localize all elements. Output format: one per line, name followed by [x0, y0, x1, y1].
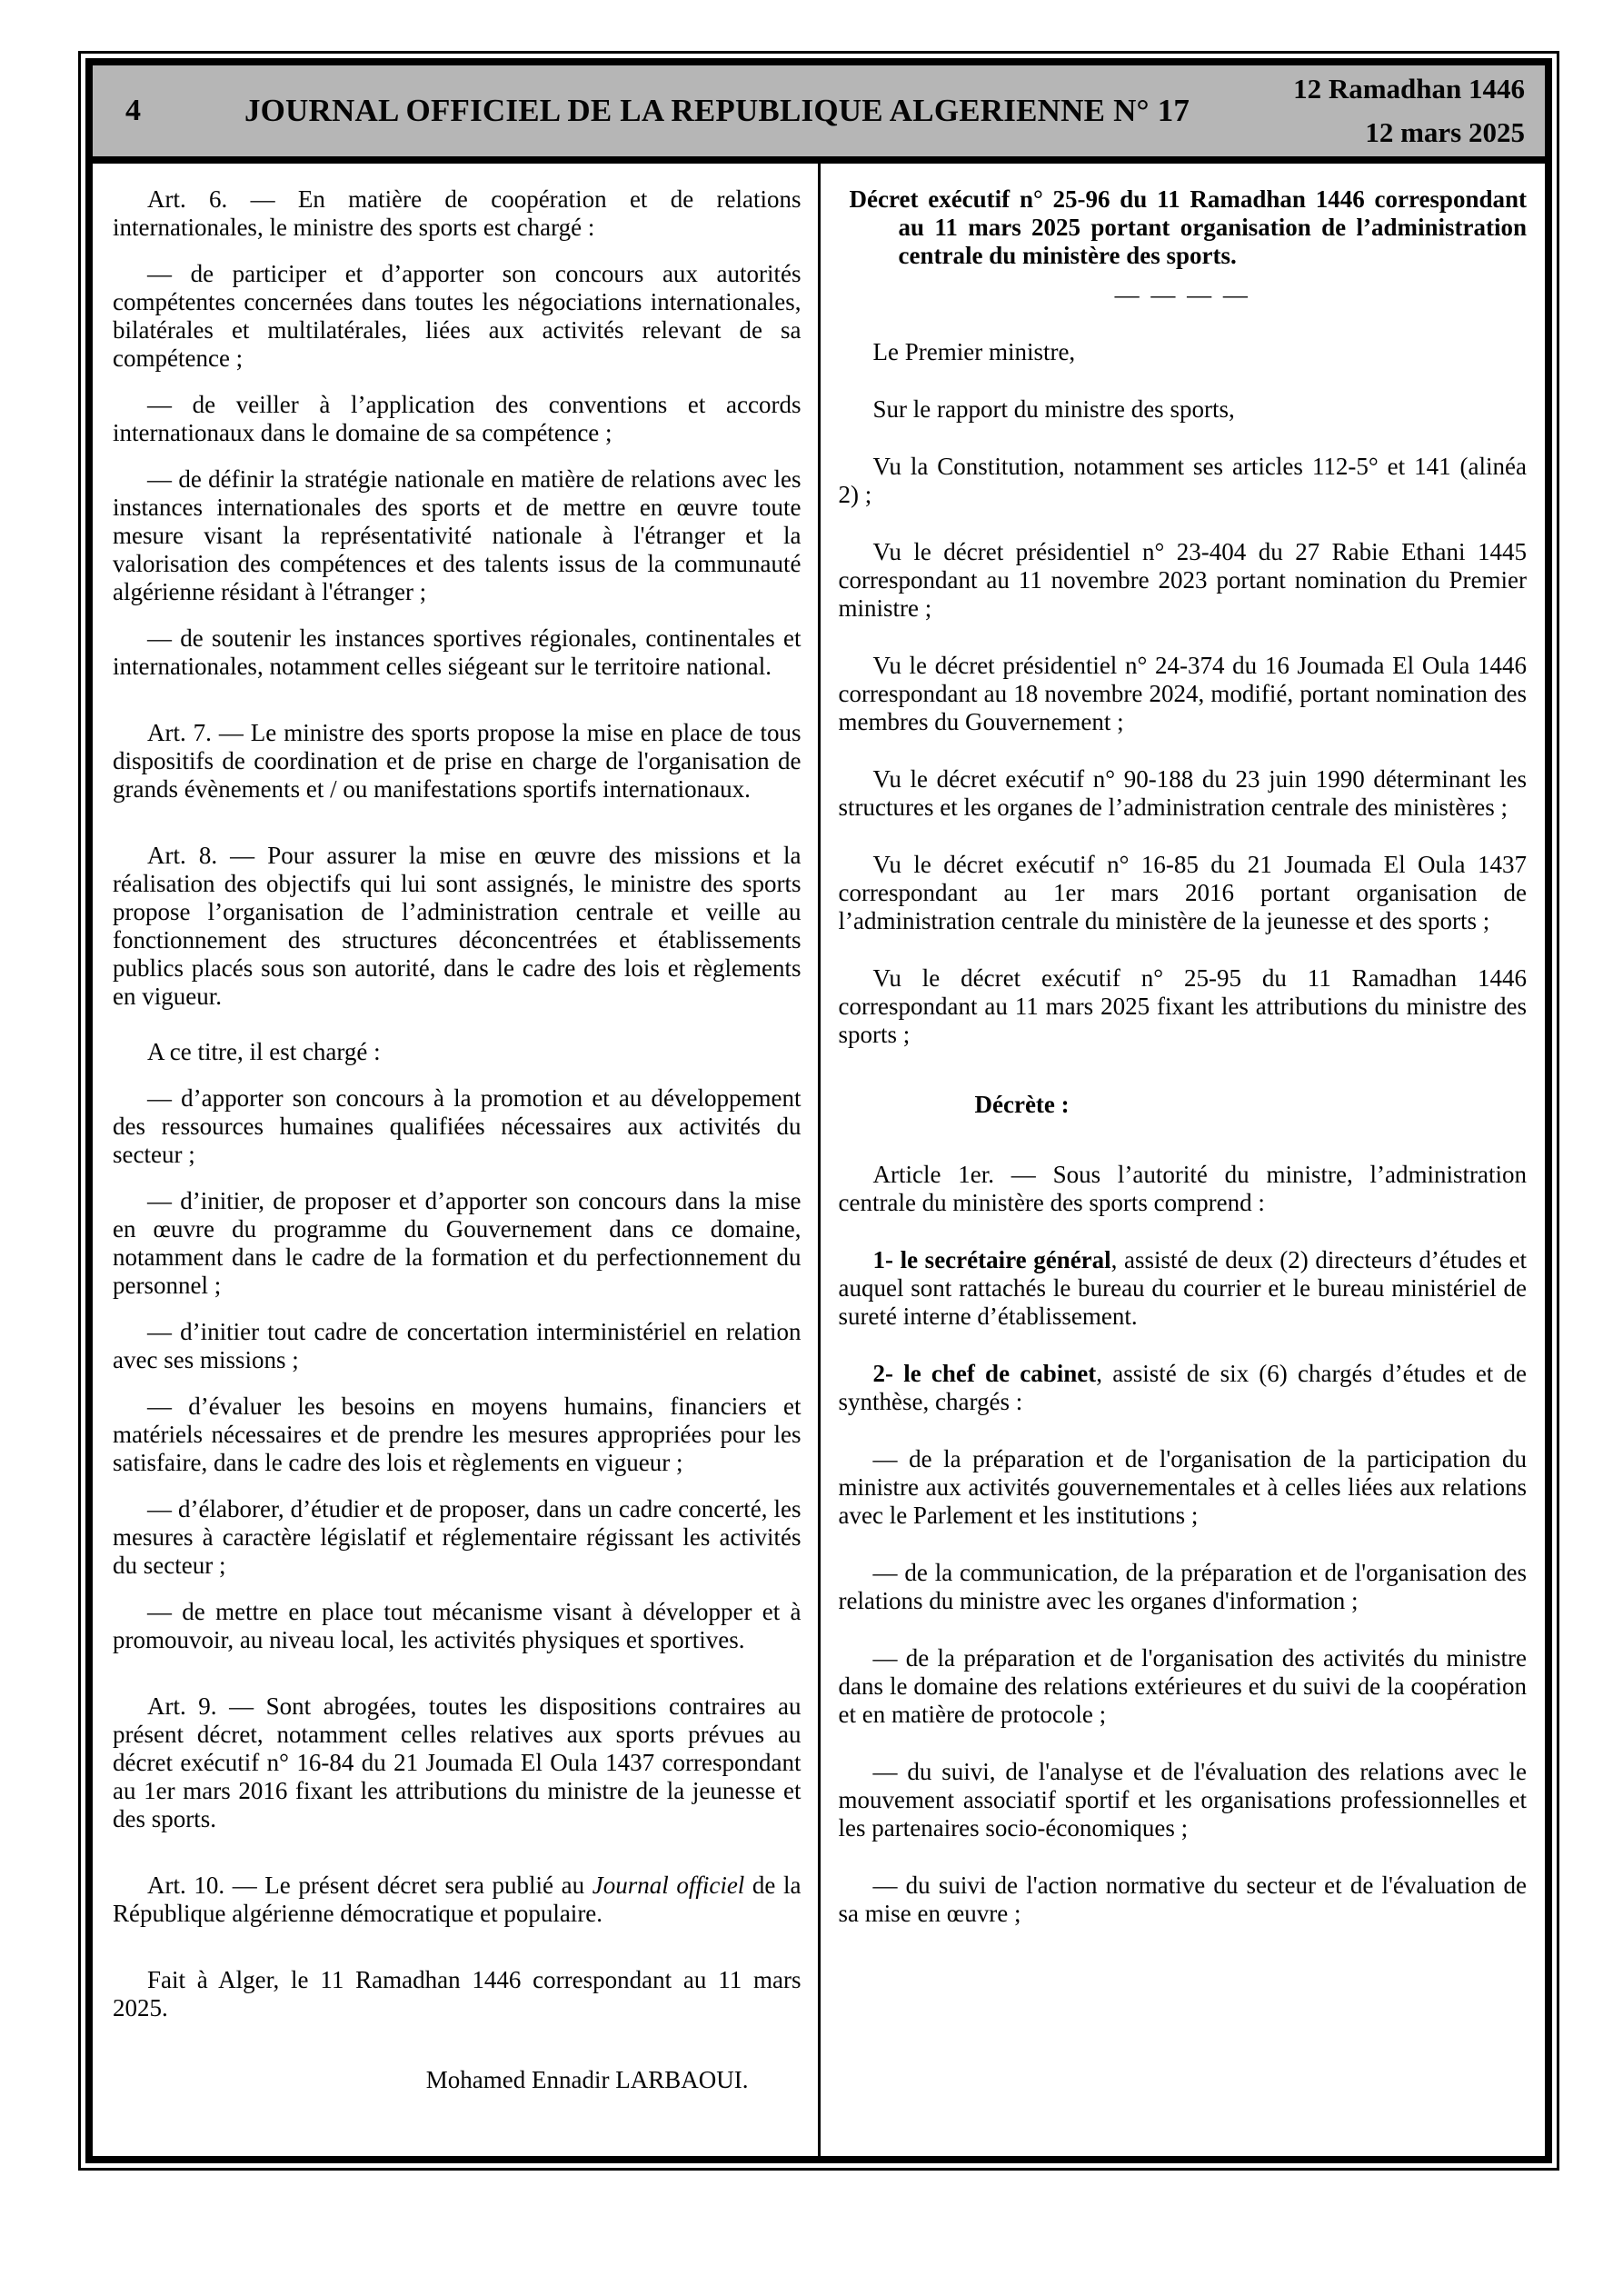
frame-inner: [85, 58, 1552, 2163]
decrete-heading: Décrète :: [974, 1091, 1070, 1118]
vu-constitution: Vu la Constitution, notamment ses articles 112-5° et 141 (alinéa 2) ;: [838, 453, 1527, 508]
cabinet-item-4: — du suivi, de l'analyse et de l'évaluation des relations avec le mouvement associatif sportif et les organisations professionnelles et les partenaires socio-économiques ;: [838, 1758, 1527, 1842]
cabinet-item-2: — de la communication, de la préparation et de l'organisation des relations du ministre avec les organes d'information ;: [838, 1559, 1527, 1614]
article-6-item-2: — de veiller à l’application des conventions et accords internationaux dans le domaine de sa compétence ;: [113, 391, 802, 446]
cabinet-item-5: — du suivi de l'action normative du secteur et de l'évaluation de sa mise en œuvre ;: [838, 1872, 1527, 1927]
journal-title: JOURNAL OFFICIEL DE LA REPUBLIQUE ALGERIENNE N° 17: [244, 93, 1190, 128]
item-chef-cabinet: 2- le chef de cabinet, assisté de six (6) chargés d’études et de synthèse, chargés :: [838, 1360, 1527, 1415]
rapport-line: Sur le rapport du ministre des sports,: [872, 395, 1235, 423]
article-8: Art. 8. — Pour assurer la mise en œuvre des missions et la réalisation des objectifs qui lui sont assignés, le ministre des sports propose l’organisation de l’administration centrale et veille au fonctionnement des structures déconcentrées et établissements publics placés sous son autorité, dans le cadre des lois et règlements en vigueur.: [113, 842, 802, 1010]
article-6-item-3: — de définir la stratégie nationale en matière de relations avec les instances internationales des sports et de mettre en œuvre toute mesure visant la représentativité nationale à l'étranger et la valorisation des compétences et des talents issus de la communauté algérienne résidant à l'étranger ;: [113, 465, 802, 605]
decree-title: Décret exécutif n° 25-96 du 11 Ramadhan 1446 correspondant au 11 mars 2025 portant organisation de l’administration centrale du ministère des sports.: [849, 185, 1527, 269]
article-7: Art. 7. — Le ministre des sports propose la mise en place de tous dispositifs de coordination et de prise en charge de l'organisation de grands évènements et / ou manifestations sportifs internationaux.: [113, 719, 802, 803]
article-10: Art. 10. — Le présent décret sera publié au Journal officiel de la République algérienne démocratique et populaire.: [113, 1872, 802, 1927]
article-8-item-6: — de mettre en place tout mécanisme visant à développer et à promouvoir, au niveau local, les activités physiques et sportives.: [113, 1598, 802, 1653]
cabinet-item-1: — de la préparation et de l'organisation de la participation du ministre aux activités gouvernementales et à celles liées aux relations avec le Parlement et les institutions ;: [838, 1445, 1527, 1529]
right-column: [821, 164, 1546, 2156]
separator-dashes: — — — —: [1114, 281, 1250, 308]
article-8-item-5: — d’élaborer, d’étudier et de proposer, dans un cadre concerté, les mesures à caractère législatif et réglementaire régissant les activités du secteur ;: [113, 1495, 802, 1579]
vu-decret-25-95: Vu le décret exécutif n° 25-95 du 11 Ramadhan 1446 correspondant au 11 mars 2025 fixant les attributions du ministre des sports ;: [838, 964, 1527, 1048]
article-1er: Article 1er. — Sous l’autorité du ministre, l’administration centrale du ministère des sports comprend :: [838, 1161, 1527, 1216]
vu-decret-16-85: Vu le décret exécutif n° 16-85 du 21 Joumada El Oula 1437 correspondant au 1er mars 2016 portant organisation de l’administration centrale du ministère de la jeunesse et des sports ;: [838, 851, 1527, 934]
date-gregorian: 12 mars 2025: [1365, 116, 1525, 148]
left-column: [93, 164, 818, 2156]
issue-dates: [1293, 67, 1545, 155]
page-number: 4: [125, 94, 141, 127]
item-secretaire-general: 1- le secrétaire général, assisté de deux (2) directeurs d’études et auquel sont rattachés le bureau du courrier et le bureau ministériel de sureté interne d’établissement.: [838, 1246, 1527, 1330]
article-9: Art. 9. — Sont abrogées, toutes les dispositions contraires au présent décret, notamment celles relatives aux sports prévues au décret exécutif n° 16-84 du 21 Joumada El Oula 1437 correspondant au 1er mars 2016 fixant les attributions du ministre de la jeunesse et des sports.: [113, 1692, 802, 1832]
premier-ministre-line: Le Premier ministre,: [872, 338, 1076, 365]
article-8-intro: A ce titre, il est chargé :: [147, 1038, 381, 1065]
article-6-item-1: — de participer et d’apporter son concours aux autorités compétentes concernées dans toutes les négociations internationales, bilatérales et multilatérales, liées aux activités relevant de sa compétence ;: [113, 260, 802, 372]
article-6-item-4: — de soutenir les instances sportives régionales, continentales et internationales, notamment celles siégeant sur le territoire national.: [113, 624, 802, 680]
page-frame: [78, 51, 1559, 2171]
article-8-item-4: — d’évaluer les besoins en moyens humains, financiers et matériels nécessaires et de prendre les mesures appropriées pour les satisfaire, dans le cadre des lois et règlements en vigueur ;: [113, 1393, 802, 1476]
article-6: Art. 6. — En matière de coopération et de relations internationales, le ministre des sports est chargé :: [113, 185, 802, 241]
vu-decret-24-374: Vu le décret présidentiel n° 24-374 du 16 Joumada El Oula 1446 correspondant au 18 novembre 2024, modifié, portant nomination des membres du Gouvernement ;: [838, 652, 1527, 735]
vu-decret-23-404: Vu le décret présidentiel n° 23-404 du 27 Rabie Ethani 1445 correspondant au 11 novembre 2023 portant nomination du Premier ministre ;: [838, 538, 1527, 622]
signature-date: Fait à Alger, le 11 Ramadhan 1446 correspondant au 11 mars 2025.: [113, 1966, 802, 2021]
article-8-item-2: — d’initier, de proposer et d’apporter son concours dans la mise en œuvre du programme du Gouvernement dans ce domaine, notamment dans le cadre de la formation et du perfectionnement du personnel ;: [113, 1187, 802, 1299]
date-hijri: 12 Ramadhan 1446: [1293, 72, 1525, 105]
masthead-banner: [93, 65, 1545, 164]
cabinet-item-3: — de la préparation et de l'organisation des activités du ministre dans le domaine des relations extérieures et du suivi de la coopération et en matière de protocole ;: [838, 1644, 1527, 1728]
article-8-item-3: — d’initier tout cadre de concertation interministériel en relation avec ses missions ;: [113, 1318, 802, 1373]
vu-decret-90-188: Vu le décret exécutif n° 90-188 du 23 juin 1990 déterminant les structures et les organes de l’administration centrale des ministères ;: [838, 765, 1527, 821]
page-body: [93, 164, 1545, 2156]
signature-name: Mohamed Ennadir LARBAOUI.: [425, 2066, 749, 2093]
article-8-item-1: — d’apporter son concours à la promotion et au développement des ressources humaines qualifiées nécessaires aux activités du secteur ;: [113, 1084, 802, 1168]
